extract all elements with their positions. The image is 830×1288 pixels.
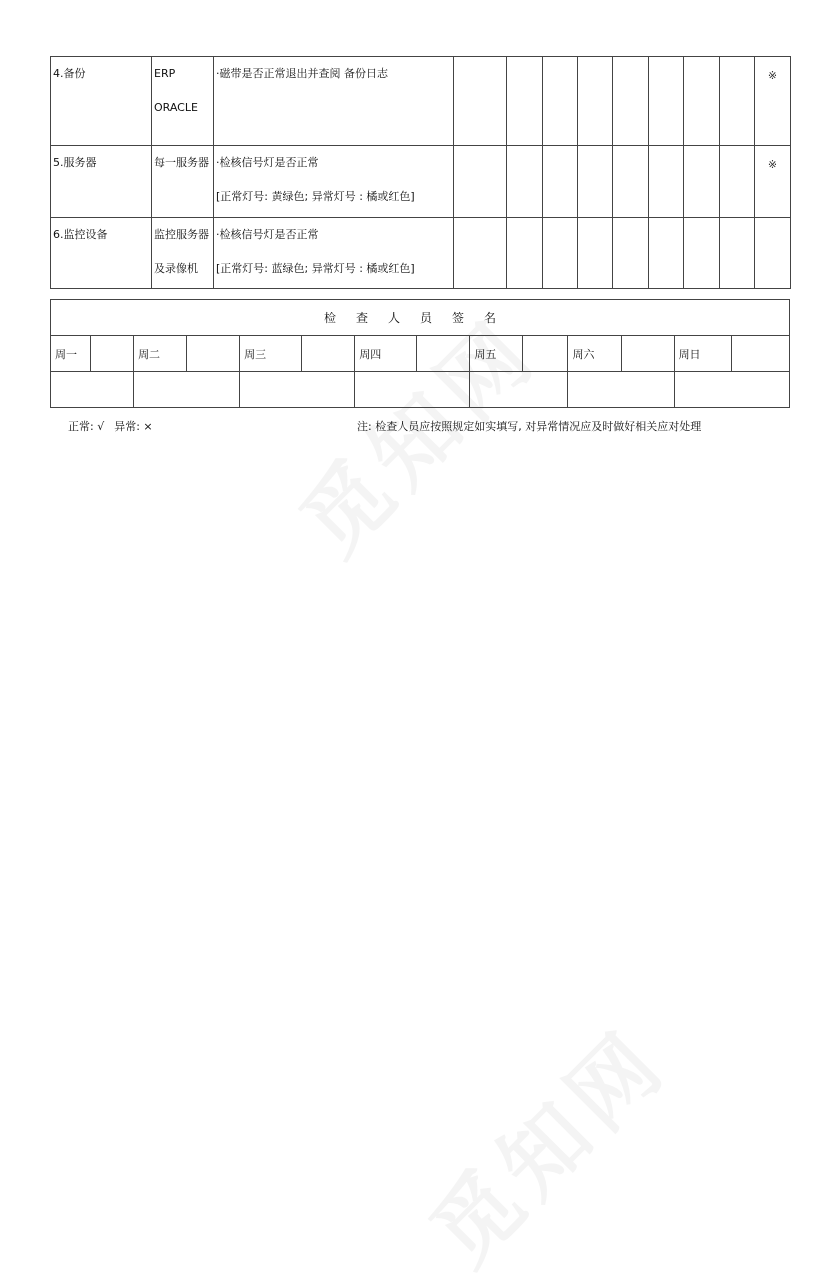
check-cell[interactable] (454, 146, 507, 218)
signature-field[interactable] (51, 372, 134, 408)
remark-mark: ※ (767, 158, 778, 171)
check-cell[interactable] (649, 218, 684, 289)
legend (68, 418, 153, 434)
day-label: 周日 (674, 336, 731, 372)
check-cell[interactable] (543, 146, 578, 218)
signature-day-row (51, 336, 790, 372)
day-label: 周六 (568, 336, 621, 372)
signature-field[interactable] (674, 372, 789, 408)
check-cell[interactable] (720, 146, 755, 218)
check-content: ·检核信号灯是否正常 (216, 228, 319, 241)
target-label: 每一服务器 (154, 156, 209, 169)
check-criteria: [正常灯号: 蓝绿色; 异常灯号 : 橘或红色] (216, 262, 415, 275)
day-spacer (621, 336, 674, 372)
check-content: ·磁带是否正常退出并查阅 备份日志 (216, 67, 388, 80)
day-label: 周五 (470, 336, 523, 372)
check-cell[interactable] (649, 146, 684, 218)
check-cell[interactable] (578, 146, 613, 218)
legend-abnormal: 异常: × (114, 420, 153, 433)
remark-mark: ※ (767, 69, 778, 82)
check-cell[interactable] (720, 57, 755, 146)
signature-field[interactable] (355, 372, 470, 408)
day-spacer (302, 336, 355, 372)
table-row (51, 218, 791, 289)
check-cell[interactable] (507, 218, 543, 289)
target-label: ERP (154, 67, 176, 80)
day-spacer (523, 336, 568, 372)
check-cell[interactable] (543, 218, 578, 289)
day-label: 周一 (51, 336, 91, 372)
item-label: 5.服务器 (53, 156, 97, 169)
remark-mark (755, 218, 790, 230)
target-label: ORACLE (154, 101, 198, 114)
day-spacer (731, 336, 789, 372)
table-row (51, 146, 791, 218)
day-label: 周四 (355, 336, 417, 372)
item-label: 4.备份 (53, 67, 86, 80)
day-label: 周三 (240, 336, 302, 372)
check-cell[interactable] (454, 218, 507, 289)
check-cell[interactable] (507, 146, 543, 218)
signature-title-row (51, 300, 790, 336)
day-spacer (417, 336, 470, 372)
check-content: ·检核信号灯是否正常 (216, 156, 319, 169)
day-spacer (187, 336, 240, 372)
signature-field[interactable] (470, 372, 568, 408)
watermark (398, 996, 689, 1287)
check-cell[interactable] (578, 57, 613, 146)
check-cell[interactable] (684, 218, 720, 289)
legend-normal: 正常: √ (68, 420, 105, 433)
check-cell[interactable] (543, 57, 578, 146)
check-cell[interactable] (578, 218, 613, 289)
signature-input-row (51, 372, 790, 408)
footer-note: 注: 检查人员应按照规定如实填写, 对异常情况应及时做好相关应对处理 (357, 420, 702, 433)
item-label: 6.监控设备 (53, 228, 108, 241)
check-cell[interactable] (649, 57, 684, 146)
check-cell[interactable] (684, 57, 720, 146)
table-row (51, 57, 791, 146)
check-cell[interactable] (684, 146, 720, 218)
target-label: 监控服务器 (154, 228, 209, 241)
day-spacer (91, 336, 134, 372)
signature-field[interactable] (240, 372, 355, 408)
signature-title: 检查人员签名 (51, 300, 790, 336)
check-cell[interactable] (720, 218, 755, 289)
check-cell[interactable] (454, 57, 507, 146)
check-criteria: [正常灯号: 黄绿色; 异常灯号 : 橘或红色] (216, 190, 415, 203)
target-label: 及录像机 (154, 262, 198, 275)
day-label: 周二 (134, 336, 187, 372)
check-cell[interactable] (507, 57, 543, 146)
check-cell[interactable] (613, 218, 649, 289)
check-cell[interactable] (613, 57, 649, 146)
signature-field[interactable] (134, 372, 240, 408)
signature-field[interactable] (568, 372, 674, 408)
check-cell[interactable] (613, 146, 649, 218)
signature-table (50, 299, 790, 408)
checklist-table (50, 56, 791, 289)
